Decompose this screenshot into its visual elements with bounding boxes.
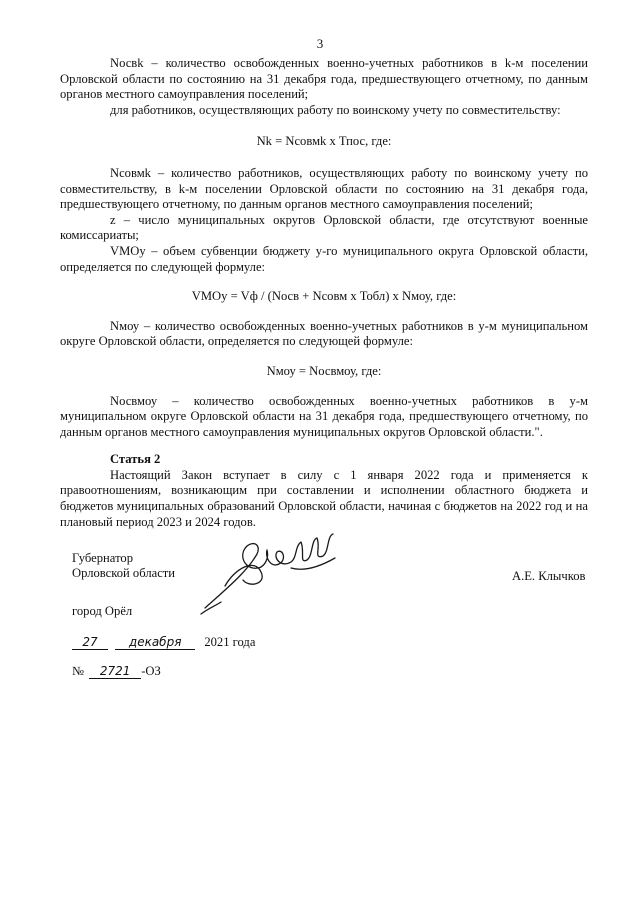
main-text bbox=[60, 56, 588, 530]
handwritten-signature bbox=[195, 528, 355, 618]
date-month: декабря bbox=[115, 636, 195, 650]
article-heading: Статья 2 bbox=[110, 452, 161, 467]
number-value: 2721 bbox=[89, 665, 141, 679]
number-prefix: № bbox=[72, 664, 85, 678]
signing-date bbox=[72, 635, 255, 651]
paragraph-nosvmou: Nосвмоу – количество освобожденных военно-учетных работников в у-м муниципальном округе Орловской области на 31 декабря года, предшествующего отчетному, по данным органов местного самоуправления муниципальных округов Орловской области.". bbox=[60, 393, 588, 439]
paragraph-nmou: Nмоу – количество освобожденных военно-учетных работников в у-м муниципальном округе Орловской области, определяется по следующей формуле: bbox=[60, 318, 588, 349]
article-text: Настоящий Закон вступает в силу с 1 января 2022 года и применяется к правоотношениям, возникающим при составлении и исполнении областного бюджета и бюджетов муниципальных образований Орловской области, начиная с бюджетов на 2022 год и на плановый период 2023 и 2024 годов. bbox=[60, 467, 588, 529]
signatory-name: А.Е. Клычков bbox=[512, 569, 586, 583]
signatory-title-line1: Губернатор bbox=[72, 551, 133, 565]
place: город Орёл bbox=[72, 604, 133, 618]
page-number: 3 bbox=[316, 36, 324, 51]
paragraph-nsovmk: Nсовмk – количество работников, осуществляющих работу по воинскому учету по совместительству, в k-м поселении Орловской области по состоянию на 31 декабря года, предшествующего отчетному, по данным органов местного самоуправления поселений; bbox=[60, 165, 588, 212]
formula-vmoy: VMOy = Vф / (Nосв + Nсовм х Тобл) х Nмоу, где: bbox=[191, 289, 457, 304]
formula-nmou: Nмоу = Nосвмоу, где: bbox=[266, 363, 382, 378]
formula-nk: Nk = Nсовмk х Тпос, где: bbox=[256, 134, 392, 149]
date-year: 2021 года bbox=[204, 635, 256, 649]
paragraph-nosvk: Nосвk – количество освобожденных военно-учетных работников в k-м поселении Орловской области по состоянию на 31 декабря года, предшествующего отчетному, по данным органов местного самоуправления поселений; bbox=[60, 56, 588, 102]
law-number bbox=[72, 664, 161, 680]
paragraph-z: z – число муниципальных округов Орловской области, где отсутствуют военные комиссариаты; bbox=[60, 212, 588, 243]
date-day: 27 bbox=[72, 636, 108, 650]
paragraph-vmoy: VMOy – объем субвенции бюджету y-го муниципального округа Орловской области, определяется по следующей формуле: bbox=[60, 243, 588, 274]
signatory-title-line2: Орловской области bbox=[72, 566, 176, 580]
number-suffix: -ОЗ bbox=[141, 664, 161, 678]
paragraph-part-time-intro: для работников, осуществляющих работу по воинскому учету по совместительству: bbox=[110, 102, 561, 117]
